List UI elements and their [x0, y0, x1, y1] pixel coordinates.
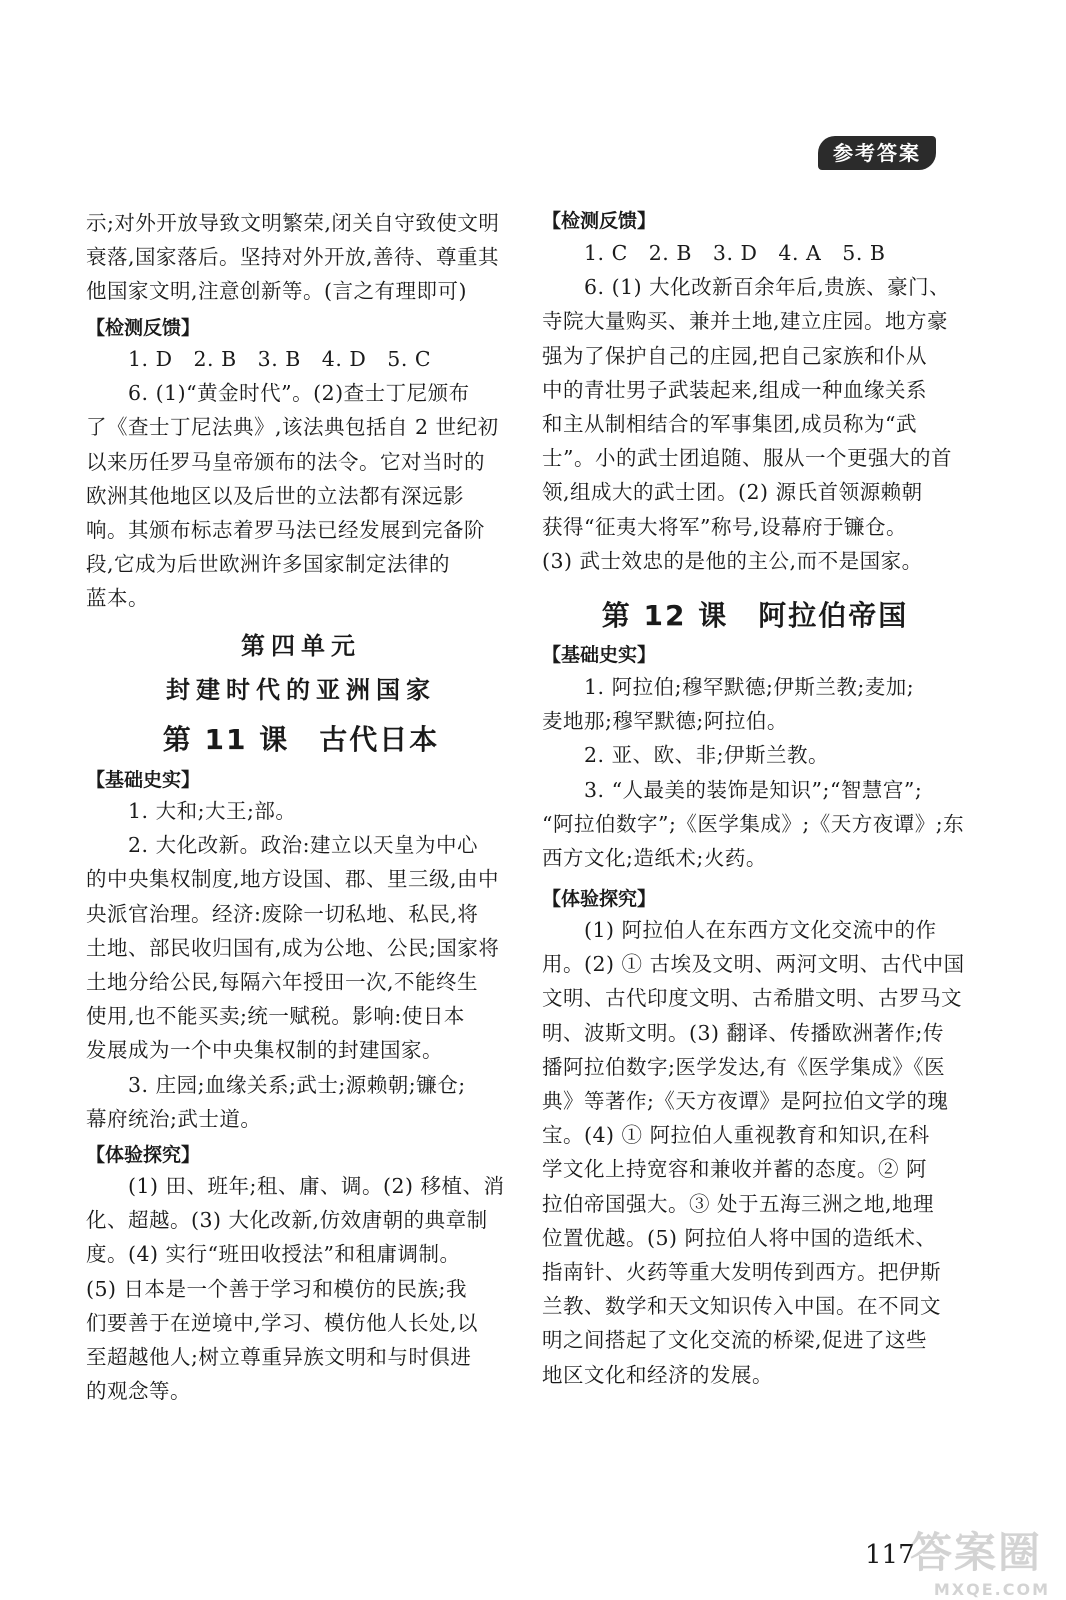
lesson-title: 第 12 课 阿拉伯帝国 — [601, 599, 909, 632]
text-line: 衰落,国家落后。坚持对外开放,善待、尊重其 — [86, 245, 500, 270]
text-line: 获得“征夷大将军”称号,设幕府于镰仓。 — [542, 514, 907, 539]
text-line: 文明、古代印度文明、古希腊文明、古罗马文 — [542, 986, 962, 1011]
text-line: 1. 大和;大王;部。 — [86, 799, 297, 823]
text-line: 的中央集权制度,地方设国、郡、里三级,由中 — [86, 867, 500, 892]
text-line: 3. “人最美的装饰是知识”;“智慧宫”; — [542, 777, 923, 802]
text-line: 兰教、数学和天文知识传入中国。在不同文 — [542, 1294, 941, 1319]
text-line: 1. D 2. B 3. B 4. D 5. C — [86, 347, 432, 371]
watermark-url: MXQE.COM — [933, 1580, 1050, 1599]
text-line: 用。(2) ① 古埃及文明、两河文明、古代中国 — [542, 952, 965, 977]
watermark-logo — [910, 1520, 1060, 1599]
text-line: 中的青壮男子武装起来,组成一种血缘关系 — [542, 377, 928, 402]
text-line: (1) 田、班年;租、庸、调。(2) 移植、消 — [86, 1174, 505, 1198]
text-line: 了《查士丁尼法典》,该法典包括自 2 世纪初 — [86, 415, 499, 440]
text-line: 西方文化;造纸术;火药。 — [542, 846, 767, 870]
text-line: 位置优越。(5) 阿拉伯人将中国的造纸术、 — [542, 1225, 937, 1250]
unit-title: 第四单元 — [241, 632, 361, 660]
text-line: 幕府统治;武士道。 — [86, 1106, 262, 1131]
text-line: 3. 庄园;血缘关系;武士;源赖朝;镰仓; — [86, 1072, 466, 1097]
text-line: 度。(4) 实行“班田收授法”和租庸调制。 — [86, 1242, 461, 1267]
text-line: 欧洲其他地区以及后世的立法都有深远影 — [86, 483, 464, 508]
text-line: 1. C 2. B 3. D 4. A 5. B — [542, 241, 886, 265]
text-line: 土地、部民收归国有,成为公地、公民;国家将 — [86, 935, 500, 960]
text-line: 典》等著作;《天方夜谭》是阿拉伯文学的瑰 — [542, 1089, 949, 1113]
text-line: 们要善于在逆境中,学习、模仿他人长处,以 — [86, 1310, 479, 1335]
text-line: 领,组成大的武士团。(2) 源氏首领源赖朝 — [542, 480, 923, 505]
text-line: 寺院大量购买、兼并土地,建立庄园。地方豪 — [542, 309, 949, 334]
text-line: 地区文化和经济的发展。 — [542, 1362, 773, 1387]
text-line: (5) 日本是一个善于学习和模仿的民族;我 — [86, 1276, 467, 1301]
unit-subtitle: 封建时代的亚洲国家 — [166, 676, 436, 704]
text-line: 他国家文明,注意创新等。(言之有理即可) — [86, 279, 468, 304]
text-line: (3) 武士效忠的是他的主公,而不是国家。 — [542, 548, 923, 573]
text-line: 化、超越。(3) 大化改新,仿效唐朝的典章制 — [86, 1208, 488, 1233]
section-heading-check: 【检测反馈】 — [86, 317, 201, 339]
text-line: 土地分给公民,每隔六年授田一次,不能终生 — [86, 970, 479, 994]
section-heading-basic: 【基础史实】 — [542, 644, 657, 666]
text-line: 拉伯帝国强大。③ 处于五海三洲之地,地理 — [542, 1191, 935, 1216]
text-line: 1. 阿拉伯;穆罕默德;伊斯兰教;麦加; — [542, 675, 915, 699]
text-line: 和主从制相结合的军事集团,成员称为“武 — [542, 412, 917, 436]
text-line: 明之间搭起了文化交流的桥梁,促进了这些 — [542, 1328, 928, 1353]
text-line: 2. 亚、欧、非;伊斯兰教。 — [542, 743, 829, 768]
text-line: 明、波斯文明。(3) 翻译、传播欧洲著作;传 — [542, 1020, 944, 1045]
text-line: 发展成为一个中央集权制的封建国家。 — [86, 1038, 443, 1063]
text-line: 示;对外开放导致文明繁荣,闭关自守致使文明 — [86, 211, 500, 235]
text-line: 播阿拉伯数字;医学发达,有《医学集成》《医 — [542, 1054, 946, 1079]
text-line: 指南针、火药等重大发明传到西方。把伊斯 — [542, 1260, 941, 1284]
text-line: 蓝本。 — [86, 586, 149, 611]
page-number: 117 — [865, 1540, 915, 1570]
text-line: (1) 阿拉伯人在东西方文化交流中的作 — [542, 918, 937, 942]
text-line: 宝。(4) ① 阿拉伯人重视教育和知识,在科 — [542, 1123, 930, 1148]
text-line: 6. (1)“黄金时代”。(2)查士丁尼颁布 — [86, 381, 470, 406]
lesson-title: 第 11 课 古代日本 — [162, 723, 440, 756]
answer-key-tag: 参考答案 — [818, 136, 936, 170]
watermark-main: 答案圈 — [910, 1528, 1043, 1577]
section-heading-explore: 【体验探究】 — [86, 1144, 201, 1166]
text-line: 使用,也不能买卖;统一赋税。影响:使日本 — [86, 1004, 465, 1029]
text-line: “阿拉伯数字”;《医学集成》;《天方夜谭》;东 — [542, 811, 965, 836]
text-line: 学文化上持宽容和兼收并蓄的态度。② 阿 — [542, 1157, 928, 1182]
text-line: 麦地那;穆罕默德;阿拉伯。 — [542, 709, 788, 734]
section-heading-check: 【检测反馈】 — [542, 210, 657, 232]
section-heading-explore: 【体验探究】 — [542, 888, 657, 910]
text-line: 6. (1) 大化改新百余年后,贵族、豪门、 — [542, 275, 951, 300]
text-line: 强为了保护自己的庄园,把自己家族和仆从 — [542, 343, 928, 368]
text-line: 2. 大化改新。政治:建立以天皇为中心 — [86, 833, 478, 858]
text-line: 段,它成为后世欧洲许多国家制定法律的 — [86, 552, 451, 577]
text-line: 的观念等。 — [86, 1379, 191, 1404]
text-line: 央派官治理。经济:废除一切私地、私民,将 — [86, 901, 479, 926]
text-line: 士”。小的武士团追随、服从一个更强大的首 — [542, 446, 952, 471]
text-line: 以来历任罗马皇帝颁布的法令。它对当时的 — [86, 449, 485, 474]
text-line: 至超越他人;树立尊重异族文明和与时俱进 — [86, 1345, 472, 1369]
text-line: 响。其颁布标志着罗马法已经发展到完备阶 — [86, 518, 485, 542]
section-heading-basic: 【基础史实】 — [86, 769, 201, 791]
